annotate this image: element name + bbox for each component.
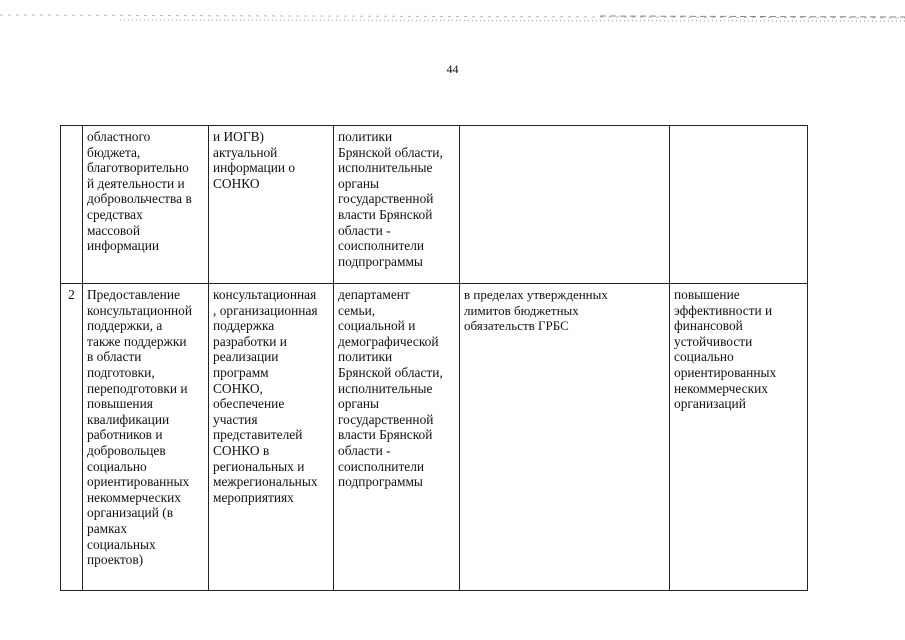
content-cell: консультационная , организационная поддержка разработки и реализации программ СОНКО, обеспечение участия представителей СОНКО в региональных и межрегиональных мероприятиях	[209, 284, 334, 591]
row-number-cell: 2	[61, 284, 83, 591]
executors-cell: политики Брянской области, исполнительные органы государственной власти Брянской области - соисполнители подпрограммы	[334, 126, 460, 284]
table-row	[61, 126, 808, 284]
scan-edge-noise	[0, 12, 905, 26]
page-number: 44	[446, 62, 459, 76]
event-cell: областного бюджета, благотворительно й деятельности и добровольчества в средствах массовой информации	[83, 126, 209, 284]
funding-cell: в пределах утвержденных лимитов бюджетных обязательств ГРБС	[460, 284, 670, 591]
executors-cell: департамент семьи, социальной и демографической политики Брянской области, исполнительные органы государственной власти Брянской области - соисполнители подпрограммы	[334, 284, 460, 591]
row-number-cell	[61, 126, 83, 284]
result-cell: повышение эффективности и финансовой устойчивости социально ориентированных некоммерческих организаций	[670, 284, 808, 591]
content-cell: и ИОГВ) актуальной информации о СОНКО	[209, 126, 334, 284]
table-row	[61, 284, 808, 591]
program-table	[60, 125, 808, 591]
event-cell: Предоставление консультационной поддержки, а также поддержки в области подготовки, переподготовки и повышения квалификации работников и добровольцев социально ориентированных некоммерческих организаций (в рамках социальных проектов)	[83, 284, 209, 591]
result-cell	[670, 126, 808, 284]
funding-cell	[460, 126, 670, 284]
